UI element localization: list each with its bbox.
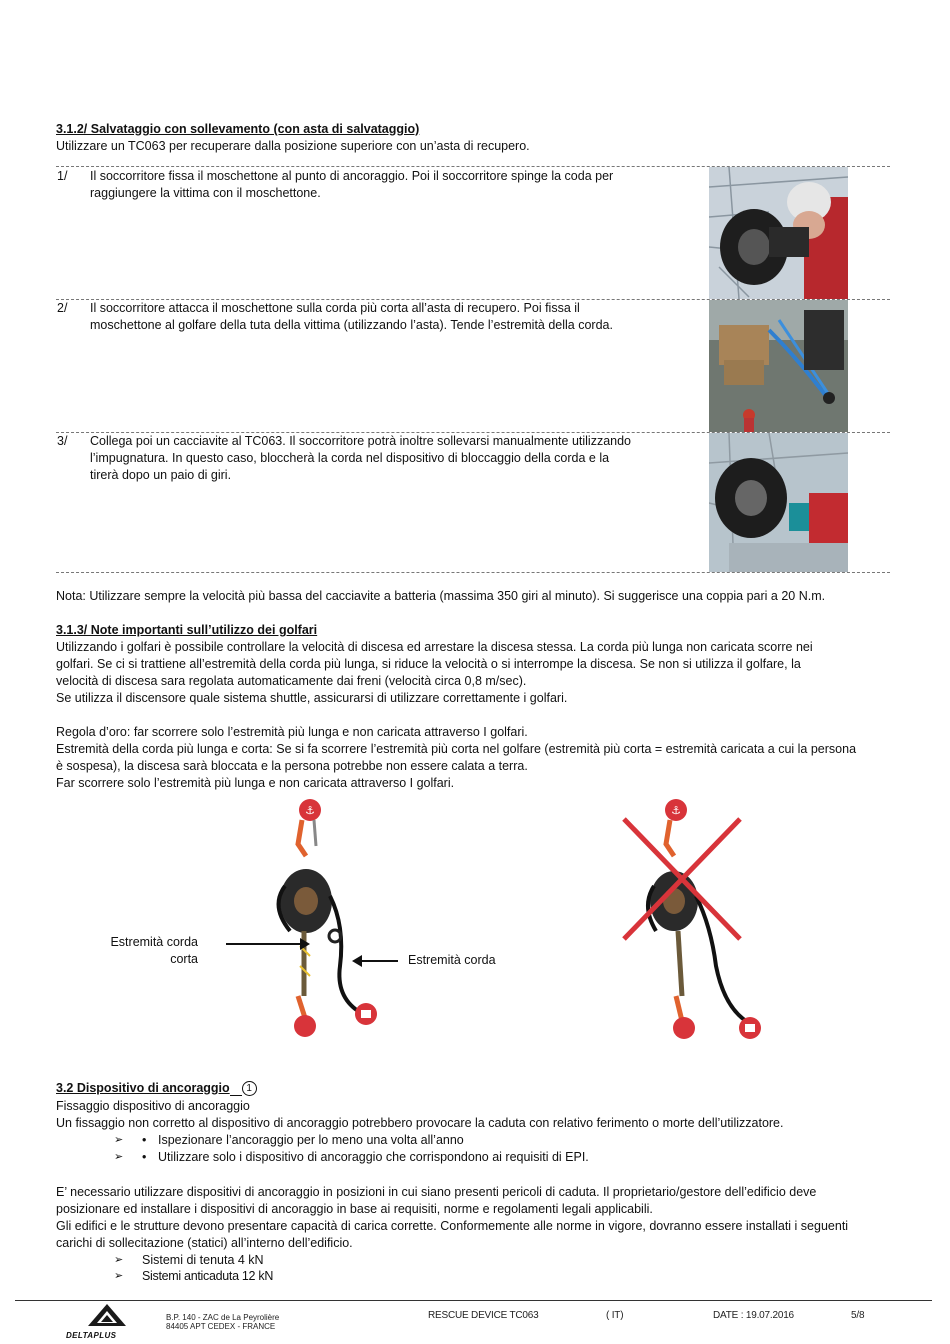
section-313-title: 3.1.3/ Note importanti sull’utilizzo dei golfari: [56, 623, 318, 637]
label-line: corta: [170, 952, 198, 966]
logo-wordmark: DELTAPLUS: [66, 1331, 117, 1340]
label-line: Estremità corda: [110, 935, 198, 949]
footer-address-2: 84405 APT CEDEX - FRANCE: [166, 1322, 276, 1331]
body-line: Estremità della corda più lunga e corta: Se si fa scorrere l’estremità più corta nel golfare (estremità più corta = estremità caricata a cui la persona: [56, 742, 857, 756]
section-32-paragraph: [56, 1184, 916, 1252]
rescuer-photo-2: [709, 300, 848, 432]
svg-text:⚓: ⚓: [671, 804, 681, 817]
arrow-bullet-icon: ➢: [114, 1254, 124, 1266]
body-line: posizionare ed installare i dispositivi di ancoraggio in base ai requisiti, norme e regolamenti legali applicabili.: [56, 1202, 653, 1216]
section-32-heading: [56, 1080, 257, 1097]
cross-out-icon: [620, 815, 744, 943]
section-312-intro: Utilizzare un TC063 per recuperare dalla posizione superiore con un’asta di recupero.: [56, 139, 530, 153]
arrow-line: [358, 960, 398, 962]
rescuer-photo-3: [709, 433, 848, 572]
footer-address-1: B.P. 140 - ZAC de La Peyrolière: [166, 1313, 280, 1322]
section-32-title: 3.2 Dispositivo di ancoraggio: [56, 1081, 230, 1095]
section-312-title: 3.1.2/ Salvataggio con sollevamento (con asta di salvataggio): [56, 122, 420, 136]
body-line: Far scorrere solo l’estremità più lunga e non caricata attraverso I golfari.: [56, 776, 455, 790]
footer-rule: [15, 1300, 932, 1301]
list-item: [114, 1149, 589, 1166]
body-line: è sospesa), la discesa sarà bloccata e la persona potrebbe non essere calata a terra.: [56, 759, 528, 773]
footer-language: ( IT): [606, 1310, 624, 1321]
list-item-text: Sistemi anticaduta 12 kN: [142, 1269, 274, 1283]
dot-bullet-icon: •: [142, 1133, 147, 1147]
body-line: carichi di sollecitazione (statici) all’interno dell’edificio.: [56, 1236, 353, 1250]
list-item-text: Ispezionare l’ancoraggio per lo meno una volta all’anno: [158, 1133, 464, 1147]
body-line: Utilizzando i golfari è possibile controllare la velocità di discesa ed arrestare la discesa stessa. La corda più lunga non caricata scorre nei: [56, 640, 813, 654]
section-32-line2: Un fissaggio non corretto al dispositivo di ancoraggio potrebbero provocare la caduta con relativo ferimento o morte dell’utilizzatore.: [56, 1116, 784, 1130]
dot-bullet-icon: •: [142, 1150, 147, 1164]
nota-text: Nota: Utilizzare sempre la velocità più bassa del cacciavite a batteria (massima 350 giri al minuto). Si suggerisce una coppia pari a 20 N.m.: [56, 589, 826, 603]
step-text: Il soccorritore fissa il moschettone al punto di ancoraggio. Poi il soccorritore spinge la coda per raggiungere la vittima con il moschettone.: [90, 169, 614, 200]
list-item: [114, 1252, 264, 1269]
label-long-end: Estremità corda: [408, 953, 496, 967]
arrow-head-icon: [300, 938, 310, 950]
list-item-text: Sistemi di tenuta 4 kN: [142, 1253, 264, 1267]
section-313-body: [56, 639, 896, 792]
section-32-line1: Fissaggio dispositivo di ancoraggio: [56, 1099, 250, 1113]
step-number: 3/: [57, 434, 68, 448]
device-correct-illustration: [270, 796, 380, 1046]
body-line: golfari. Se ci si trattiene all’estremità della corda più lunga, si riduce la velocità o si interrompe la discesa. Se non si utilizza il golfare, la: [56, 657, 801, 671]
footer-page-number: 5/8: [851, 1310, 865, 1321]
step-number: 1/: [57, 169, 68, 183]
body-line: Regola d’oro: far scorrere solo l’estremità più lunga e non caricata attraverso I golfari.: [56, 725, 528, 739]
body-line: Gli edifici e le strutture devono presentare capacità di carica corrette. Conformemente alle norme in vigore, dovranno essere installati i seguenti: [56, 1219, 849, 1233]
divider: [56, 572, 890, 573]
arrow-bullet-icon: ➢: [114, 1151, 124, 1163]
body-line: velocità di discesa sara regolata automaticamente dai freni (velocità circa 0,8 m/sec).: [56, 674, 527, 688]
list-item: [114, 1268, 273, 1285]
arrow-head-icon: [352, 955, 362, 967]
title-underline-gap: [230, 1082, 242, 1096]
body-line: [56, 707, 896, 724]
body-line: E’ necessario utilizzare dispositivi di ancoraggio in posizioni in cui siano presenti pericoli di caduta. Il proprietario/gestore dell’edificio deve: [56, 1185, 817, 1199]
circled-number: 1: [242, 1081, 257, 1096]
arrow-line: [226, 943, 306, 945]
rescuer-photo-1: [709, 167, 848, 299]
footer-date: DATE : 19.07.2016: [713, 1310, 794, 1321]
svg-text:⚓: ⚓: [305, 804, 315, 817]
label-short-end: [100, 934, 198, 968]
arrow-bullet-icon: ➢: [114, 1134, 124, 1146]
step-text: Il soccorritore attacca il moschettone sulla corda più corta all’asta di recupero. Poi fissa il moschettone al golfare della tuta della vittima (utilizzando l’asta). Tende l’estremità della corda.: [90, 301, 613, 332]
step-number: 2/: [57, 301, 68, 315]
body-line: Se utilizza il discensore quale sistema shuttle, assicurarsi di utilizzare correttamente i golfari.: [56, 691, 568, 705]
step-text: Collega poi un cacciavite al TC063. Il soccorritore potrà inoltre sollevarsi manualmente utilizzando l’impugnatura. In questo caso, bloccherà la corda nel dispositivo di bloccaggio della corda e la tirerà dopo un paio di giri.: [90, 434, 632, 482]
list-item: [114, 1132, 464, 1149]
list-item-text: Utilizzare solo i dispositivo di ancoraggio che corrispondono ai requisiti di EPI.: [158, 1150, 589, 1164]
arrow-bullet-icon: ➢: [114, 1270, 123, 1282]
footer-product: RESCUE DEVICE TC063: [428, 1310, 539, 1321]
